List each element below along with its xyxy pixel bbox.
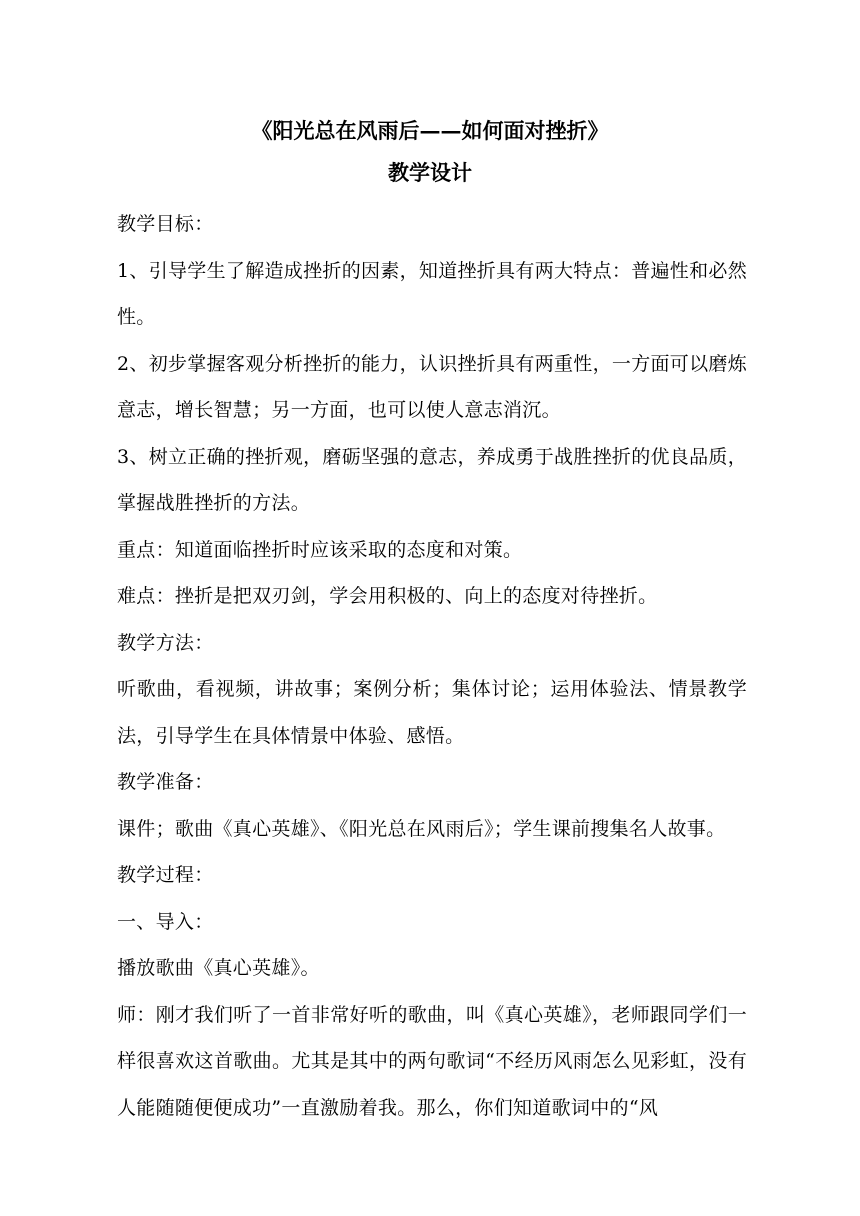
objective-3: 3、树立正确的挫折观，磨砺坚强的意志，养成勇于战胜挫折的优良品质，掌握战胜挫折的方法。 <box>117 445 747 514</box>
section-heading-process: 教学过程： <box>117 864 214 886</box>
section-heading-methods: 教学方法： <box>117 631 214 654</box>
process-step-1-action: 播放歌曲《真心英雄》。 <box>117 957 320 979</box>
objective-2: 2、初步掌握客观分析挫折的能力，认识挫折具有两重性，一方面可以磨炼意志，增长智慧；另一方面，也可以使人意志消沉。 <box>117 352 747 421</box>
key-point: 重点：知道面临挫折时应该采取的态度和对策。 <box>117 538 523 561</box>
preparation-text: 课件；歌曲《真心英雄》、《阳光总在风雨后》；学生课前搜集名人故事。 <box>117 817 726 840</box>
methods-text: 听歌曲，看视频，讲故事；案例分析；集体讨论；运用体验法、情景教学法，引导学生在具体情景中体验、感悟。 <box>117 678 747 747</box>
process-step-1-heading: 一、导入： <box>117 910 214 933</box>
document-title: 《阳光总在风雨后——如何面对挫折》 <box>251 118 609 143</box>
objective-1: 1、引导学生了解造成挫折的因素，知道挫折具有两大特点：普遍性和必然性。 <box>117 259 747 328</box>
document-body <box>117 201 747 1131</box>
document-subtitle: 教学设计 <box>388 160 472 185</box>
teacher-dialogue: 师：刚才我们听了一首非常好听的歌曲，叫《真心英雄》，老师跟同学们一样很喜欢这首歌曲。尤其是其中的两句歌词“不经历风雨怎么见彩虹，没有人能随随便便成功”一直激励着我。那么，你们知道歌词中的“风 <box>117 1003 747 1119</box>
difficult-point: 难点：挫折是把双刃剑，学会用积极的、向上的态度对待挫折。 <box>117 585 658 607</box>
section-heading-preparation: 教学准备： <box>117 771 214 793</box>
section-heading-objectives: 教学目标： <box>117 213 214 235</box>
